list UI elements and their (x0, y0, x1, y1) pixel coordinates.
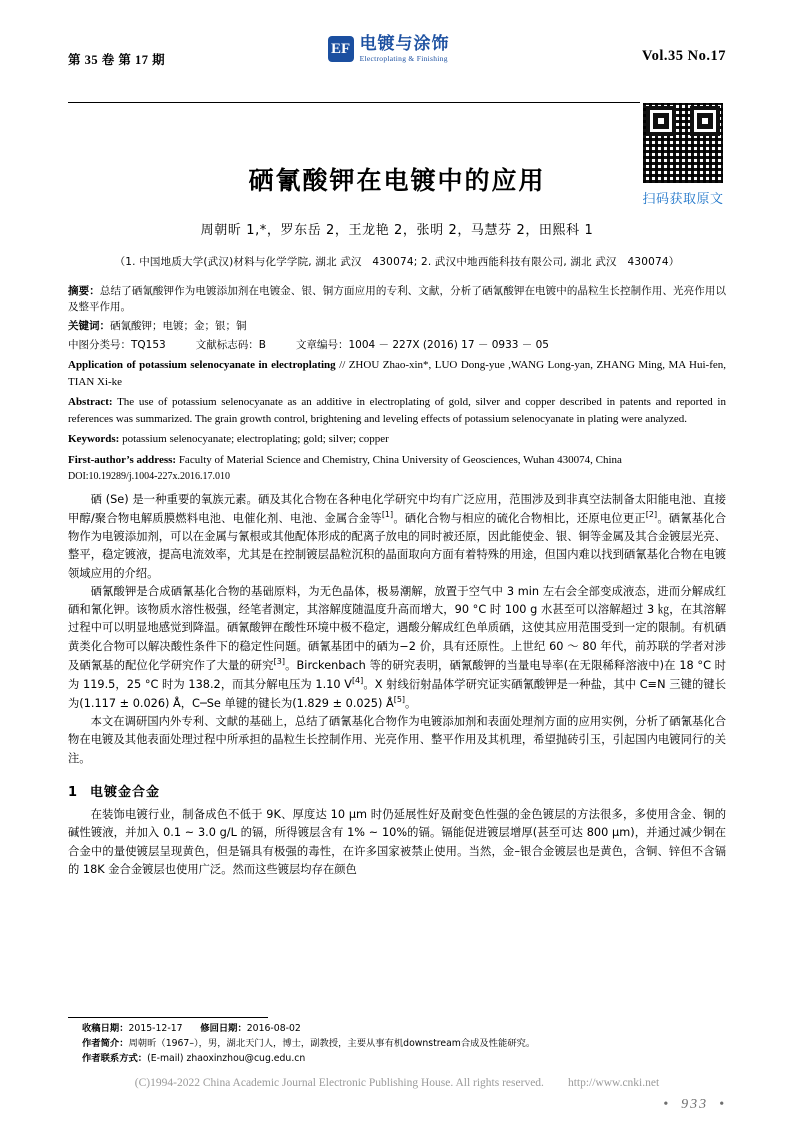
page-number-value: 933 (681, 1097, 709, 1112)
address-text-en: Faculty of Material Science and Chemistry, China University of Geosciences, Wuhan 430074, China (178, 453, 622, 466)
contact-label: 作者联系方式： (82, 1053, 148, 1065)
keywords-label-cn: 关键词： (68, 319, 110, 332)
abstract-cn (68, 283, 726, 316)
section-body (68, 806, 726, 879)
copyright-text: (C)1994-2022 China Academic Journal Electronic Publishing House. All rights reserved. (134, 1077, 544, 1089)
doc-code (196, 337, 266, 353)
doccode-value: B (258, 338, 266, 351)
footer-contact (68, 1052, 726, 1067)
page-number: • 933 • (663, 1097, 726, 1112)
footer-bio (68, 1037, 726, 1052)
footer-dates (68, 1022, 726, 1037)
section-paragraph-1: 在装饰电镀行业，制备成色不低于 9K、厚度达 10 μm 时仍延展性好及耐变色性强的金色镀层的方法很多，多使用含金、铜的碱性镀液，并加入 0.1 ~ 3.0 g/L 的镉，所得镀层含有 1% ~ 10%的镉。镉能促进镀层增厚(甚至可达 800 μm)，并通过减少铜在合金中的量使镀层呈现黄色，但是镉具有极强的毒性，在许多国家被禁止使用。当然，金–银合金镀层也是黄色，含铜、锌但不含镉的 18K 金合金镀层也使用广泛。然而这些镀层均存在颜色 (68, 808, 726, 876)
section-title: 电镀金合金 (90, 785, 161, 801)
article-id (296, 337, 549, 353)
affiliation: （1. 中国地质大学(武汉)材料与化学学院, 湖北 武汉 430074; 2. 武汉中地西能科技有限公司, 湖北 武汉 430074） (114, 256, 680, 268)
classification-codes (68, 337, 726, 353)
qr-block[interactable] (640, 100, 726, 207)
doi-line: DOI:10.19289/j.1004-227x.2016.17.010 (68, 471, 230, 483)
page-title: 硒氰酸钾在电镀中的应用 (248, 166, 546, 195)
title-en-line (68, 357, 726, 390)
journal-logo-icon: EF (328, 36, 354, 62)
journal-logo (328, 36, 450, 63)
abstract-text-cn: 总结了硒氰酸钾作为电镀添加剂在电镀金、银、铜方面应用的专利、文献，分析了硒氰酸钾在电镀中的晶粒生长控制作用、光亮作用以及整平作用。 (68, 285, 727, 314)
page-header (68, 0, 726, 98)
address-label-en: First-author’s address: (68, 453, 177, 466)
abstract-en (68, 394, 726, 427)
body-paragraph-3: 本文在调研国内外专利、文献的基础上，总结了硒氰基化合物作为电镀添加剂和表面处理剂方面的应用实例，分析了硒氰基化合物在电镀及其他表面处理过程中所承担的晶粒生长控制作用、光亮作用、整平作用及其机理，希望抛砖引玉，引起国内电镀同行的关注。 (68, 715, 726, 765)
abstract-label-en: Abstract: (68, 396, 113, 409)
received-label: 收稿日期： (82, 1023, 129, 1035)
keywords-text-en: potassium selenocyanate; electroplating; gold; silver; copper (122, 433, 389, 446)
header-divider (68, 102, 726, 103)
cnki-url[interactable]: http://www.cnki.net (567, 1077, 660, 1089)
page-footer (68, 1017, 726, 1067)
clc-label: 中图分类号： (68, 338, 131, 351)
abstract-label-cn: 摘要： (68, 285, 100, 297)
keywords-text-cn: 硒氰酸钾；电镀；金；银；铜 (110, 319, 247, 332)
received-value: 2015-12-17 (128, 1023, 183, 1035)
journal-name-en: Electroplating & Finishing (359, 53, 448, 63)
revised-label: 修回日期： (200, 1023, 247, 1035)
footer-divider (68, 1017, 268, 1018)
bio-label: 作者简介： (82, 1038, 129, 1050)
journal-name-cn: 电镀与涂饰 (359, 34, 450, 54)
qr-caption: 扫码获取原文 (642, 192, 724, 207)
abstract-block (68, 283, 726, 485)
section-number: 1 (68, 785, 79, 801)
clc-code (68, 337, 166, 353)
body-paragraph-1: 硒 (Se) 是一种重要的氧族元素。硒及其化合物在各种电化学研究中均有广泛应用，范围涉及到非真空法制备太阳能电池、直接甲醇/聚合物电解质膜燃料电池、电催化剂、电池、金属合金等[1]。硒化合物与相应的硫化合物相比，还原电位更正[2]。硒氰基化合物作为电镀添加剂，可以在金属与氰根或其他配体形成的配离子放电的同时被还原，因此能使金、银、铜等金属及其合金镀层光亮、整平，稳定镀液，提高电流效率，尤其是在控制镀层晶粒沉积的晶面取向方面有着特殊的用途，但国内难以找到硒氰基化合物在电镀领域应用的介绍。 (68, 492, 726, 580)
artid-label: 文章编号： (295, 338, 349, 351)
author-address-en (68, 452, 726, 469)
copyright-bar (0, 1077, 794, 1089)
revised-value: 2016-08-02 (246, 1023, 301, 1035)
contact-value[interactable]: (E-mail) zhaoxinzhou@cug.edu.cn (147, 1053, 306, 1065)
qr-code-icon[interactable] (640, 100, 726, 186)
authors-en: // ZHOU Zhao-xin*, LUO Dong-yue ,WANG Long-yan, ZHANG Ming, MA Hui-fen, TIAN Xi-ke (68, 359, 727, 388)
keywords-cn (68, 318, 726, 334)
bio-value: 周朝昕（1967–），男，湖北天门人，博士，副教授，主要从事有机downstream合成及性能研究。 (128, 1038, 536, 1050)
keywords-en (68, 431, 726, 448)
author-list: 周朝昕 1,*，罗东岳 2，王龙艳 2，张明 2，马慧芬 2，田熙科 1 (200, 223, 594, 238)
volume-issue-cn: 第 35 卷 第 17 期 (68, 53, 166, 67)
doccode-label: 文献标志码： (195, 338, 259, 351)
abstract-text-en: The use of potassium selenocyanate as an additive in electroplating of gold, silver and copper described in patents and reported in references was summarized. The grain growth control, brightening and leveling effects of potassium selenocyanate in plating were analyzed. (68, 396, 726, 425)
keywords-label-en: Keywords: (68, 433, 120, 446)
volume-issue-en: Vol.35 No.17 (641, 48, 726, 64)
body-paragraph-2: 硒氰酸钾是合成硒氰基化合物的基础原料，为无色晶体，极易潮解，放置于空气中 3 min 左右会全部变成液态，进而分解成红硒和氰化钾。该物质水溶性极强，经笔者测定，其溶解度随温度升高而增大，90 °C 时 100 g 水甚至可以溶解超过 3 ㎏，在其溶解过程中可以明显地感觉到降温。硒氰酸钾在酸性环境中极不稳定，遇酸分解成红色单质硒，这使其应用范围受到一定的限制。有机硒黄类化合物可以解决酸性条件下的稳定性问题。硒氰基团中的硒为−2 价，具有还原性。上世纪 60 ～ 80 年代，前苏联的学者对涉及硒氰基的配位化学研究作了大量的研究[3]。Birckenbach 等的研究表明，硒氰酸钾的当量电导率(在无限稀释溶液中)在 18 °C 时为 119.5，25 °C 时为 138.2，而其分解电压为 1.10 V[4]。X 射线衍射晶体学研究证实硒氰酸钾是一种盐，其中 C≡N 三键的键长为(1.117 ± 0.026) Å，C─Se 单键的键长为(1.829 ± 0.025) Å[5]。 (68, 584, 726, 710)
title-en: Application of potassium selenocyanate in electroplating (68, 359, 336, 372)
section-heading (68, 781, 726, 800)
body-text (68, 491, 726, 769)
artid-value: 1004 － 227X (2016) 17 － 0933 － 05 (348, 338, 549, 351)
clc-value: TQ153 (131, 338, 166, 351)
